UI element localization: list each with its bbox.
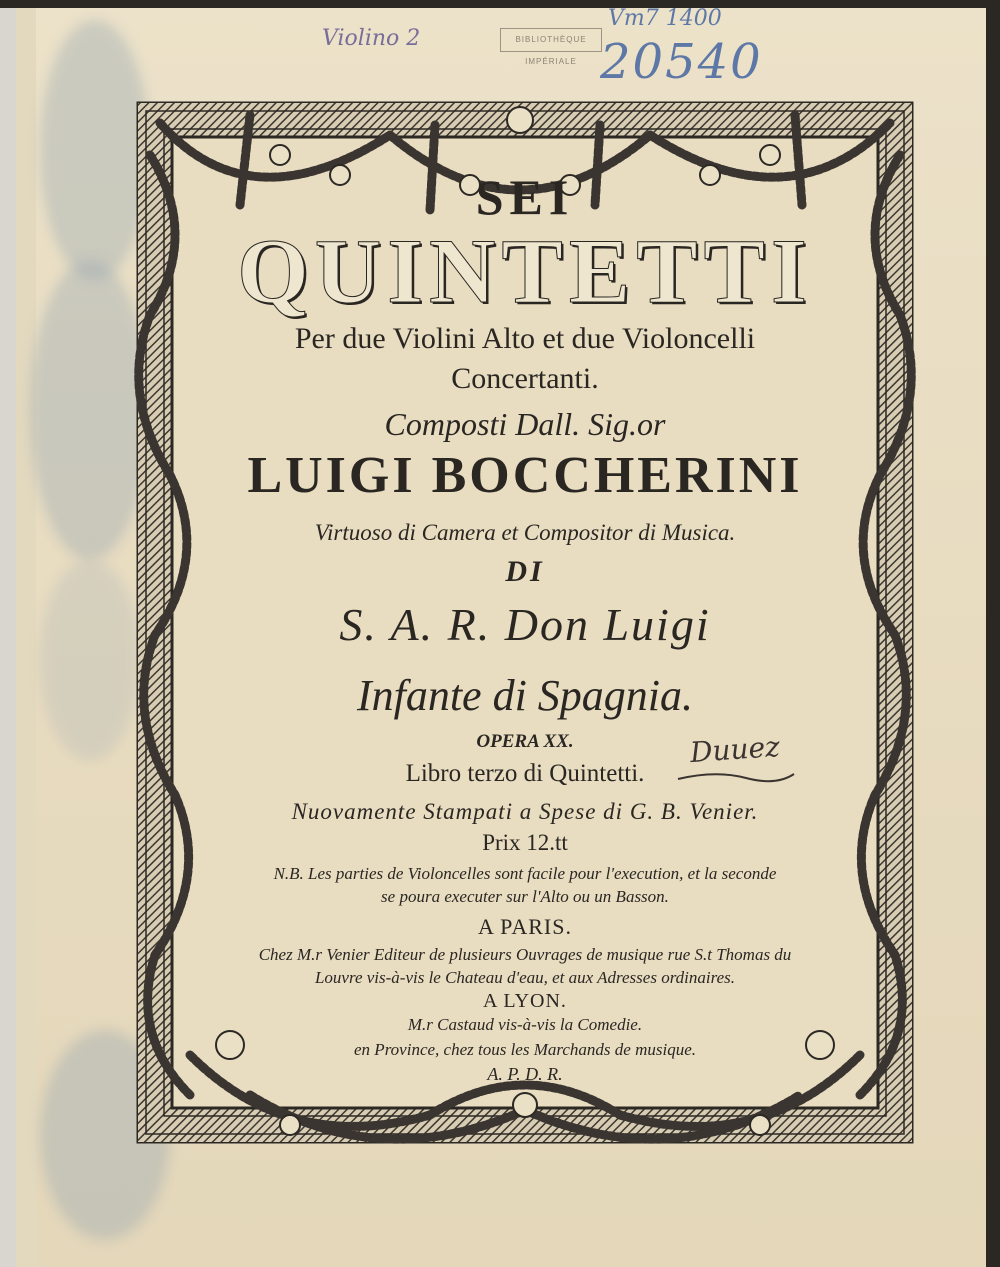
note-line-1: N.B. Les parties de Violoncelles sont facile pour l'execution, et la seconde — [273, 864, 777, 883]
composti-line: Composti Dall. Sig.or — [384, 406, 666, 442]
composer-name: LUIGI BOCCHERINI — [247, 447, 803, 504]
city-lyon: A LYON. — [483, 990, 567, 1012]
water-stain — [40, 560, 140, 760]
printing-line: Nuovamente Stampati a Spese di G. B. Venier. — [291, 799, 759, 824]
title-quintetti: QUINTETTI — [237, 220, 813, 322]
binding-spine — [0, 0, 16, 1267]
patron-title: Infante di Spagnia. — [356, 671, 694, 720]
paris-address-1: Chez M.r Venier Editeur de plusieurs Ouvrages de musique rue S.t Thomas du — [258, 945, 792, 964]
scan-border-top — [0, 0, 1000, 8]
book-line: Libro terzo di Quintetti. — [405, 760, 645, 787]
page-edge — [16, 0, 36, 1267]
shelfmark-prefix: Vm7 1400 — [608, 6, 722, 31]
paris-address-2: Louvre vis-à-vis le Chateau d'eau, et aux Adresses ordinaires. — [314, 968, 736, 987]
pencil-note: Violino 2 — [322, 26, 421, 51]
shelfmark-number: 20540 — [600, 34, 763, 90]
opus-number: OPERA XX. — [476, 731, 574, 752]
signature-flourish — [676, 770, 796, 784]
instrumentation: Per due Violini Alto et due Violoncelli — [294, 322, 756, 355]
handwritten-signature: Duuez — [688, 729, 781, 770]
title-sei: SEI — [475, 169, 575, 225]
composer-role: Virtuoso di Camera et Compositor di Musica. — [314, 520, 736, 545]
city-paris: A PARIS. — [477, 914, 572, 939]
privilege: A. P. D. R. — [487, 1064, 563, 1084]
lyon-address-1: M.r Castaud vis-à-vis la Comedie. — [407, 1015, 643, 1034]
patron-name: S. A. R. Don Luigi — [339, 599, 711, 650]
lyon-address-2: en Province, chez tous les Marchands de musique. — [354, 1040, 696, 1059]
library-stamp: BIBLIOTHÈQUE IMPÉRIALE — [500, 28, 602, 52]
price: Prix 12.tt — [482, 830, 568, 855]
scan-border-right — [986, 0, 1000, 1267]
note-line-2: se poura executer sur l'Alto ou un Basson. — [381, 887, 669, 906]
concertanti: Concertanti. — [451, 362, 599, 395]
di-line: DI — [505, 555, 545, 588]
